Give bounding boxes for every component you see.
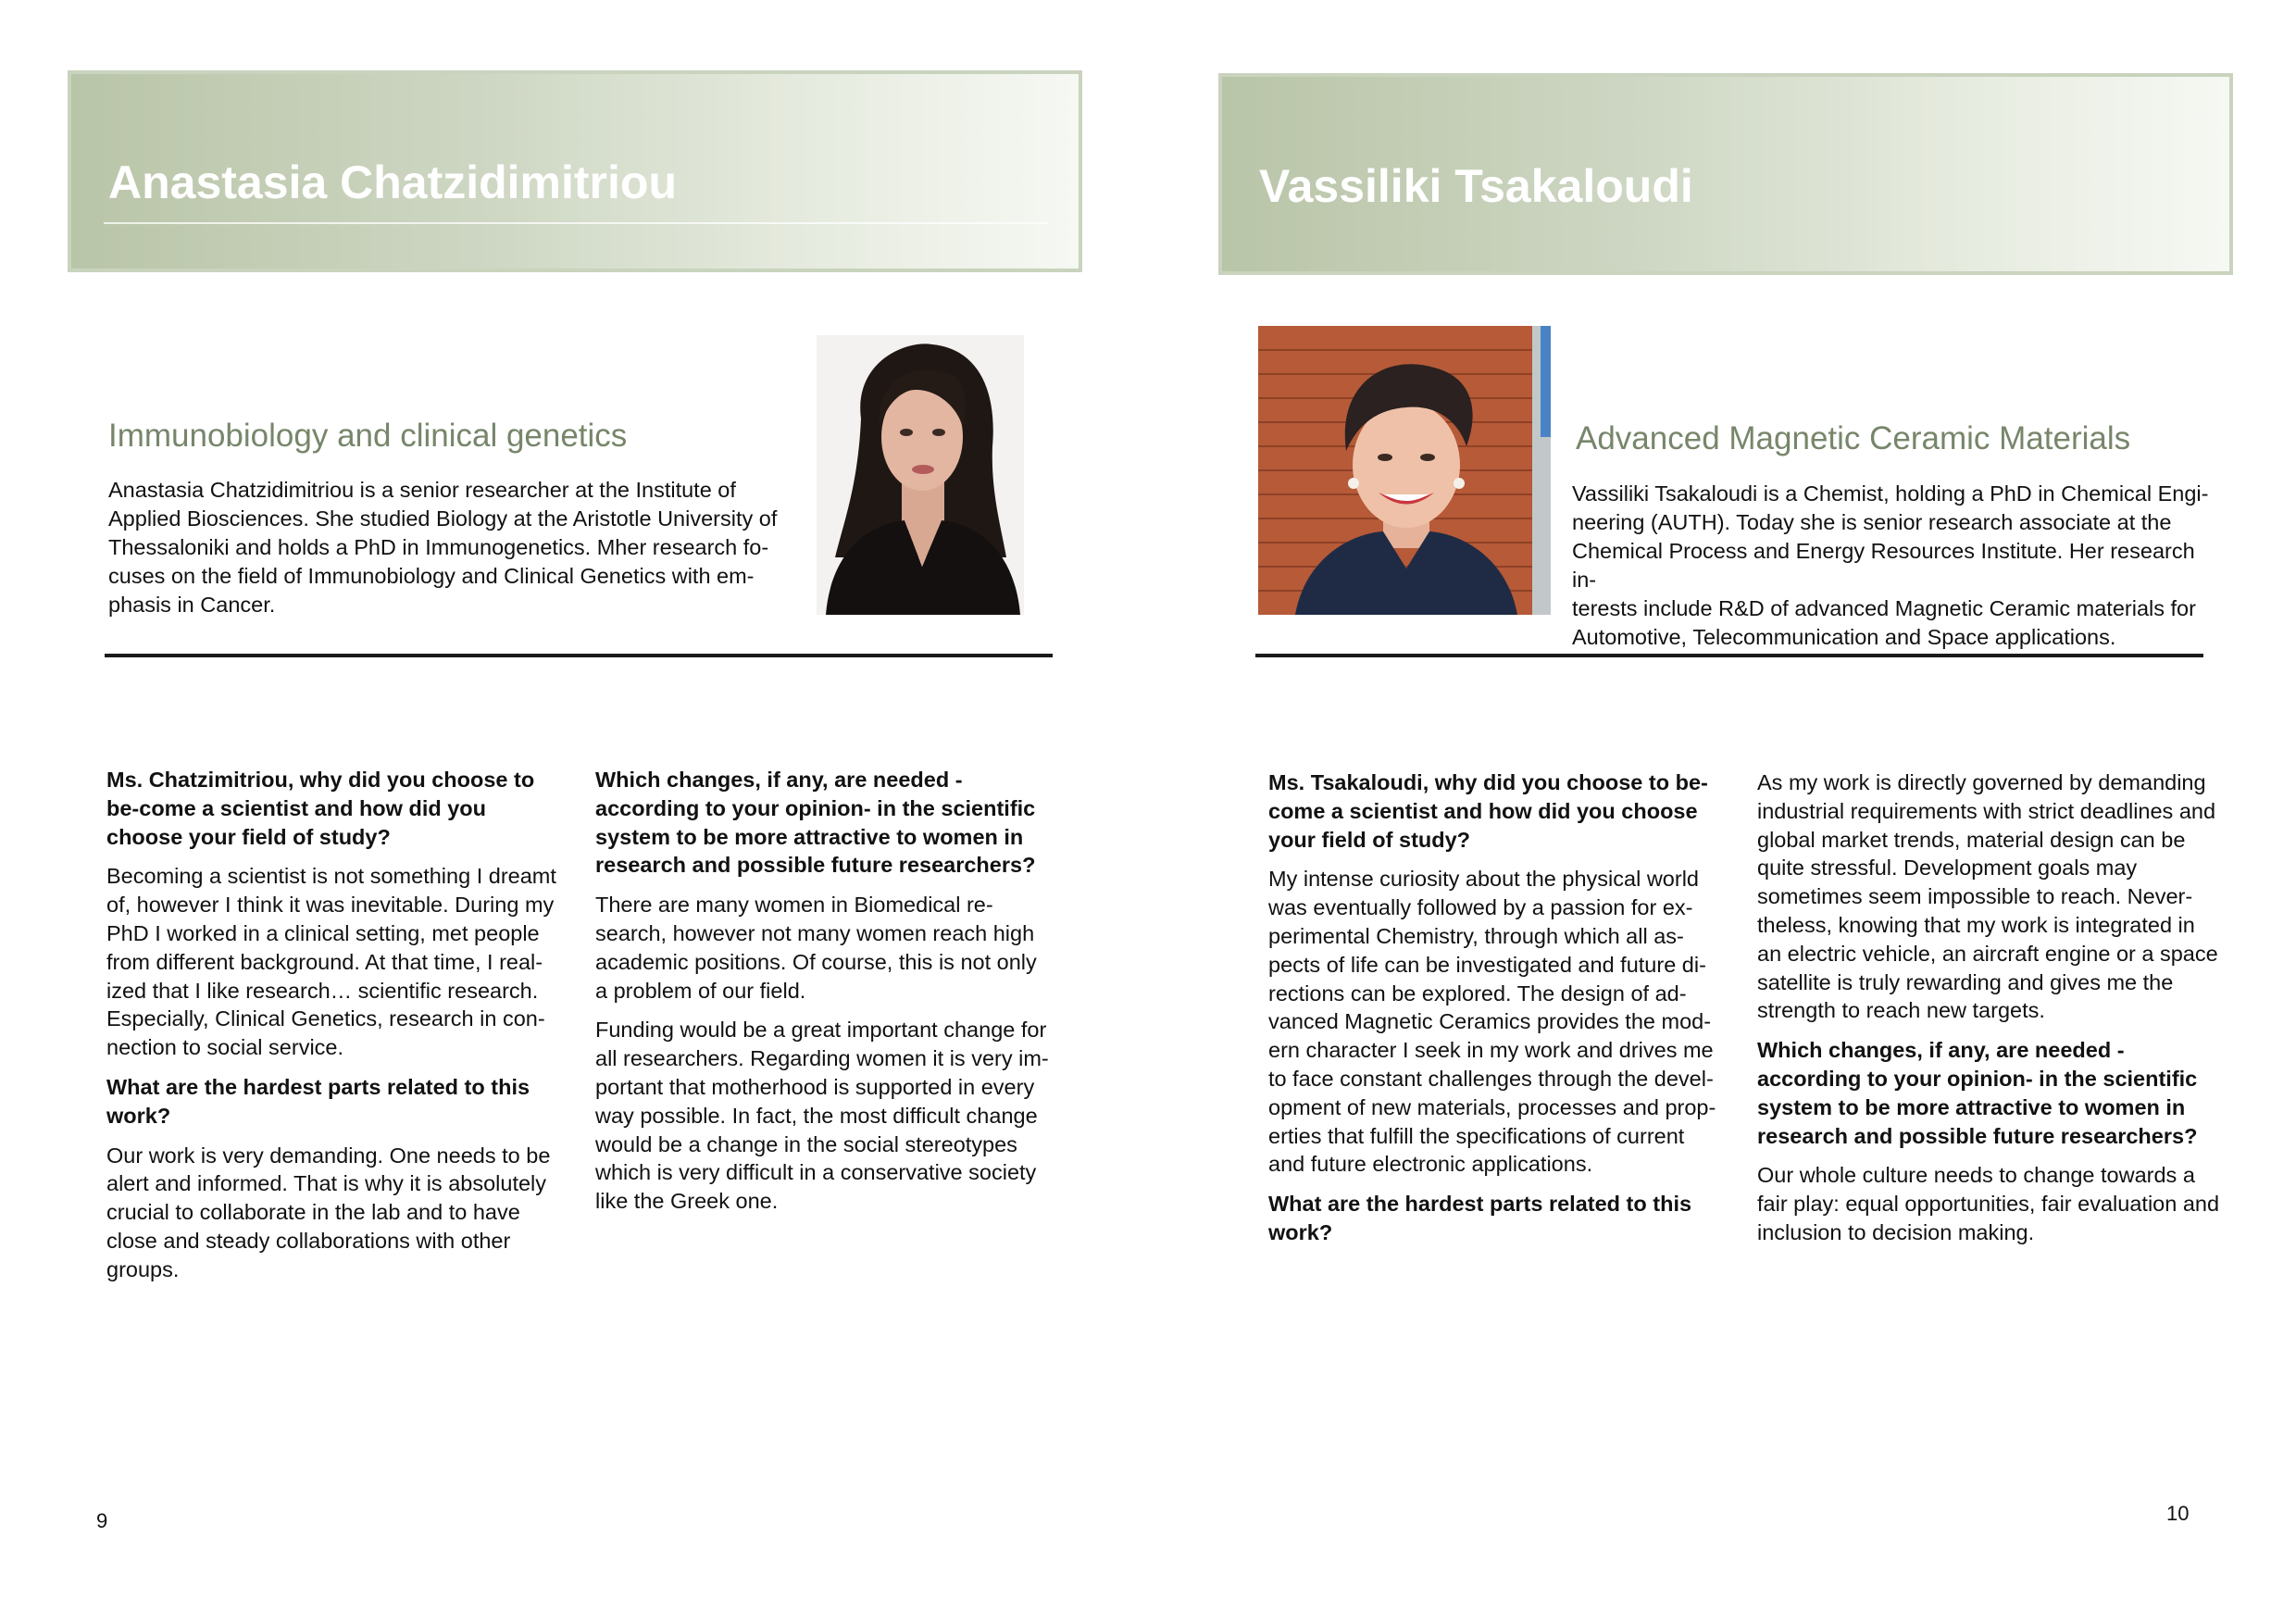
left-bio-line: Applied Biosciences. She studied Biology at the Aristotle University of xyxy=(108,506,778,531)
right-page-number: 10 xyxy=(2166,1502,2190,1525)
right-bio-line: neering (AUTH). Today she is senior research associate at the xyxy=(1572,510,2172,534)
right-bio-line: Automotive, Telecommunication and Space applications. xyxy=(1572,625,2116,649)
right-interview-column-1 xyxy=(1268,768,1722,1258)
left-bio-line: cuses on the field of Immunobiology and Clinical Genetics with em- xyxy=(108,564,755,588)
left-answer-2: Our work is very demanding. One needs to be alert and informed. That is why it is absolutely crucial to collaborate in the lab and to have close and steady collaborations with other groups. xyxy=(106,1143,551,1281)
left-bio-line: Anastasia Chatzidimitriou is a senior researcher at the Institute of xyxy=(108,478,736,502)
left-banner-rule xyxy=(104,222,1048,224)
left-question-2: What are the hardest parts related to this work? xyxy=(106,1074,530,1128)
right-question-3: Which changes, if any, are needed -according to your opinion- in the scientific system to be more attractive to women in research and possible future researchers? xyxy=(1757,1038,2198,1148)
left-question-3: Which changes, if any, are needed -according to your opinion- in the scientific system to be more attractive to women in research and possible future researchers? xyxy=(595,768,1036,878)
left-page-number: 9 xyxy=(96,1509,108,1532)
right-field-title: Advanced Magnetic Ceramic Materials xyxy=(1576,420,2131,456)
right-interview-column-2 xyxy=(1757,768,2220,1258)
left-person-name: Anastasia Chatzidimitriou xyxy=(108,156,677,208)
left-divider-rule xyxy=(105,654,1053,657)
right-portrait-photo xyxy=(1258,326,1551,615)
right-name-banner xyxy=(1218,73,2233,275)
left-answer-1: Becoming a scientist is not something I dreamt of, however I think it was inevitable. During my PhD I worked in a clinical setting, met people from different background. At that time, I real-ized that I like research… scientific research. Especially, Clinical Genetics, research in con-nection to social service. xyxy=(106,864,556,1060)
left-portrait-photo xyxy=(817,335,1024,615)
left-bio-line: Thessaloniki and holds a PhD in Immunogenetics. Mher research fo- xyxy=(108,535,769,559)
right-answer-2: As my work is directly governed by demanding industrial requirements with strict deadlines and global market trends, material design can be quite stressful. Development goals may sometimes seem impossible to reach. Never-theless, knowing that my work is integrated in an electric vehicle, an aircraft engine or a space satellite is truly rewarding and gives me the strength to reach new targets. xyxy=(1757,770,2218,1023)
right-question-2: What are the hardest parts related to this work? xyxy=(1268,1192,1692,1244)
right-answer-3: Our whole culture needs to change towards a fair play: equal opportunities, fair evaluation and inclusion to decision making. xyxy=(1757,1163,2220,1244)
left-interview-column-1 xyxy=(106,766,560,1295)
right-answer-1: My intense curiosity about the physical world was eventually followed by a passion for ex-perimental Chemistry, through which all as-pects of life can be investigated and future di-rections can be explored. The design of ad-vanced Magnetic Ceramics provides the mod-ern character I seek in my work and drives me to face constant challenges through the devel-opment of new materials, processes and prop-erties that fulfill the specifications of current and future electronic applications. xyxy=(1268,867,1716,1177)
left-name-banner xyxy=(68,70,1082,272)
left-interview-column-2 xyxy=(595,766,1054,1227)
left-question-1: Ms. Chatzimitriou, why did you choose to be-come a scientist and how did you choose your field of study? xyxy=(106,768,535,849)
right-divider-rule xyxy=(1255,654,2203,657)
right-person-name: Vassiliki Tsakaloudi xyxy=(1259,160,1693,212)
right-bio xyxy=(1572,480,2220,652)
left-portrait-illustration xyxy=(817,335,1024,615)
left-answer-3a: There are many women in Biomedical re-search, however not many women reach high academic positions. Of course, this is not only a problem of our field. xyxy=(595,893,1037,1003)
right-bio-line: Chemical Process and Energy Resources Institute. Her research in- xyxy=(1572,539,2195,592)
left-bio-line: phasis in Cancer. xyxy=(108,593,276,617)
left-answer-3b: Funding would be a great important change for all researchers. Regarding women it is very im-portant that motherhood is supported in every way possible. In fact, the most difficult change would be a change in the social stereotypes which is very difficult in a conservative society like the Greek one. xyxy=(595,1018,1049,1214)
right-portrait-illustration xyxy=(1258,326,1551,615)
right-question-1: Ms. Tsakaloudi, why did you choose to be-come a scientist and how did you choose your field of study? xyxy=(1268,770,1708,852)
right-bio-line: Vassiliki Tsakaloudi is a Chemist, holding a PhD in Chemical Engi- xyxy=(1572,481,2209,506)
right-bio-line: terests include R&D of advanced Magnetic Ceramic materials for xyxy=(1572,596,2196,620)
left-field-title: Immunobiology and clinical genetics xyxy=(108,418,628,454)
left-bio xyxy=(108,476,793,619)
